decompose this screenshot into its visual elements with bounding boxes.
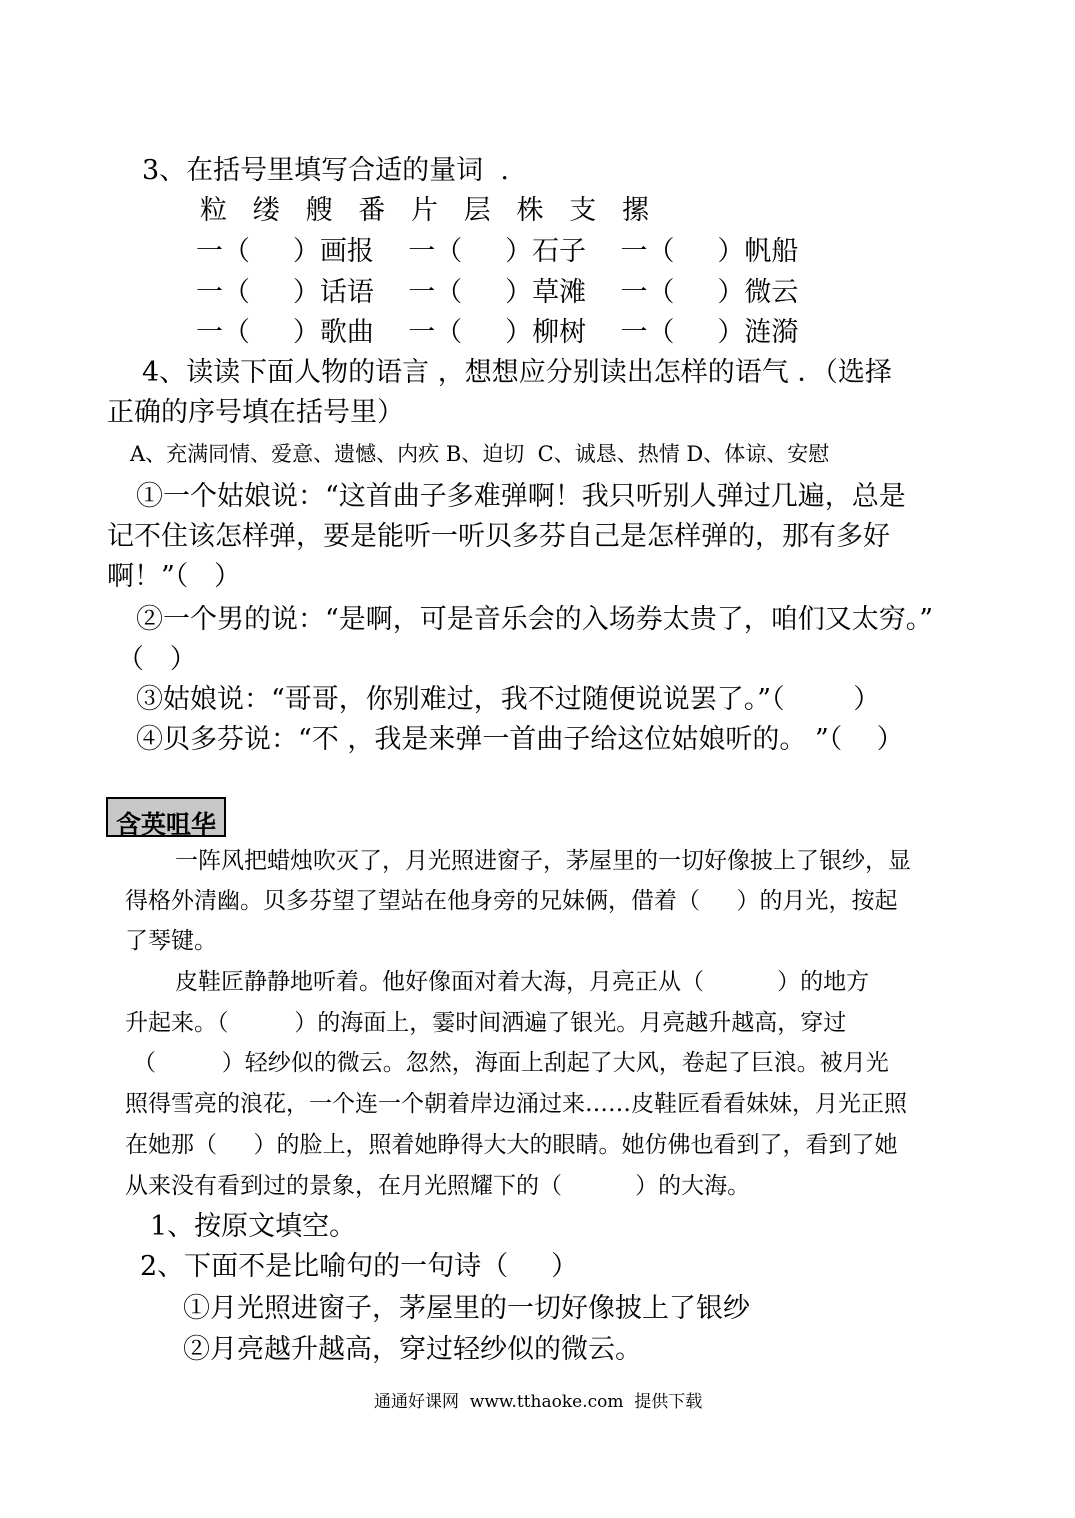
- passage-line-1: 一阵风把蜡烛吹灭了，月光照进窗子，茅屋里的一切好像披上了银纱，显: [175, 848, 911, 874]
- passage-line-8: 在她那（ ）的脸上，照着她睁得大大的眼睛。她仿佛也看到了，看到了她: [125, 1132, 898, 1158]
- question-2-option-1: ①月光照进窗子，茅屋里的一切好像披上了银纱: [183, 1293, 750, 1324]
- passage-line-3: 了琴键。: [125, 928, 217, 954]
- passage-line-2: 得格外清幽。贝多芬望了望站在他身旁的兄妹俩，借着（ ）的月光，按起: [125, 888, 898, 914]
- q4-sentence-1-line-1: ①一个姑娘说：“这首曲子多难弹啊！我只听别人弹过几遍，总是: [136, 481, 906, 512]
- passage-line-5: 升起来。（ ）的海面上，霎时间洒遍了银光。月亮越升越高，穿过: [125, 1010, 847, 1036]
- q4-sentence-1-line-2: 记不住该怎样弹，要是能听一听贝多芬自己是怎样弹的，那有多好: [107, 521, 890, 552]
- q4-options: A、充满同情、爱意、遗憾、内疚 B、迫切 C、诚恳、热情 D、体谅、安慰: [130, 442, 830, 466]
- question-2-option-2: ②月亮越升越高，穿过轻纱似的微云。: [183, 1334, 642, 1365]
- q4-sentence-2-line-2: （ ）: [117, 644, 197, 675]
- q4-title-line-1: 4、读读下面人物的语言 ，想想应分别读出怎样的语气 ．（选择: [142, 357, 892, 388]
- footer-credit: 通通好课网 www.tthaoke.com 提供下载: [374, 1392, 703, 1412]
- passage-line-9: 从来没有看到过的景象，在月光照耀下的（ ）的大海。: [125, 1173, 751, 1199]
- passage-line-4: 皮鞋匠静静地听着。他好像面对着大海，月亮正从（ ）的地方: [175, 969, 870, 995]
- q3-row-3: 一（ ）歌曲 一（ ）柳树 一（ ）涟漪: [196, 317, 799, 348]
- passage-line-7: 照得雪亮的浪花，一个连一个朝着岸边涌过来……皮鞋匠看看妹妹，月光正照: [125, 1091, 907, 1117]
- question-2: 2、下面不是比喻句的一句诗（ ）: [140, 1251, 579, 1282]
- q4-sentence-1-line-3: 啊！”（ ）: [107, 561, 242, 592]
- q4-title-line-2: 正确的序号填在括号里）: [107, 397, 404, 428]
- q3-row-1: 一（ ）画报 一（ ）石子 一（ ）帆船: [196, 236, 799, 267]
- q4-sentence-4: ④贝多芬说：“不 ，我是来弹一首曲子给这位姑娘听的。 ”（ ）: [136, 724, 904, 755]
- q4-sentence-3: ③姑娘说：“哥哥，你别难过，我不过随便说说罢了。”（ ）: [136, 684, 881, 715]
- q4-sentence-2-line-1: ②一个男的说：“是啊，可是音乐会的入场券太贵了，咱们又太穷。”: [136, 604, 934, 635]
- q3-word-bank: 粒 缕 艘 番 片 层 株 支 摞: [200, 195, 649, 226]
- passage-line-6: （ ）轻纱似的微云。忽然，海面上刮起了大风，卷起了巨浪。被月光: [133, 1050, 889, 1076]
- section-heading-box: [106, 797, 226, 837]
- q3-title: 3、在括号里填写合适的量词 .: [142, 155, 509, 186]
- q3-row-2: 一（ ）话语 一（ ）草滩 一（ ）微云: [196, 277, 799, 308]
- section-heading: 含英咀华: [115, 810, 216, 839]
- question-1: 1、按原文填空。: [150, 1211, 357, 1242]
